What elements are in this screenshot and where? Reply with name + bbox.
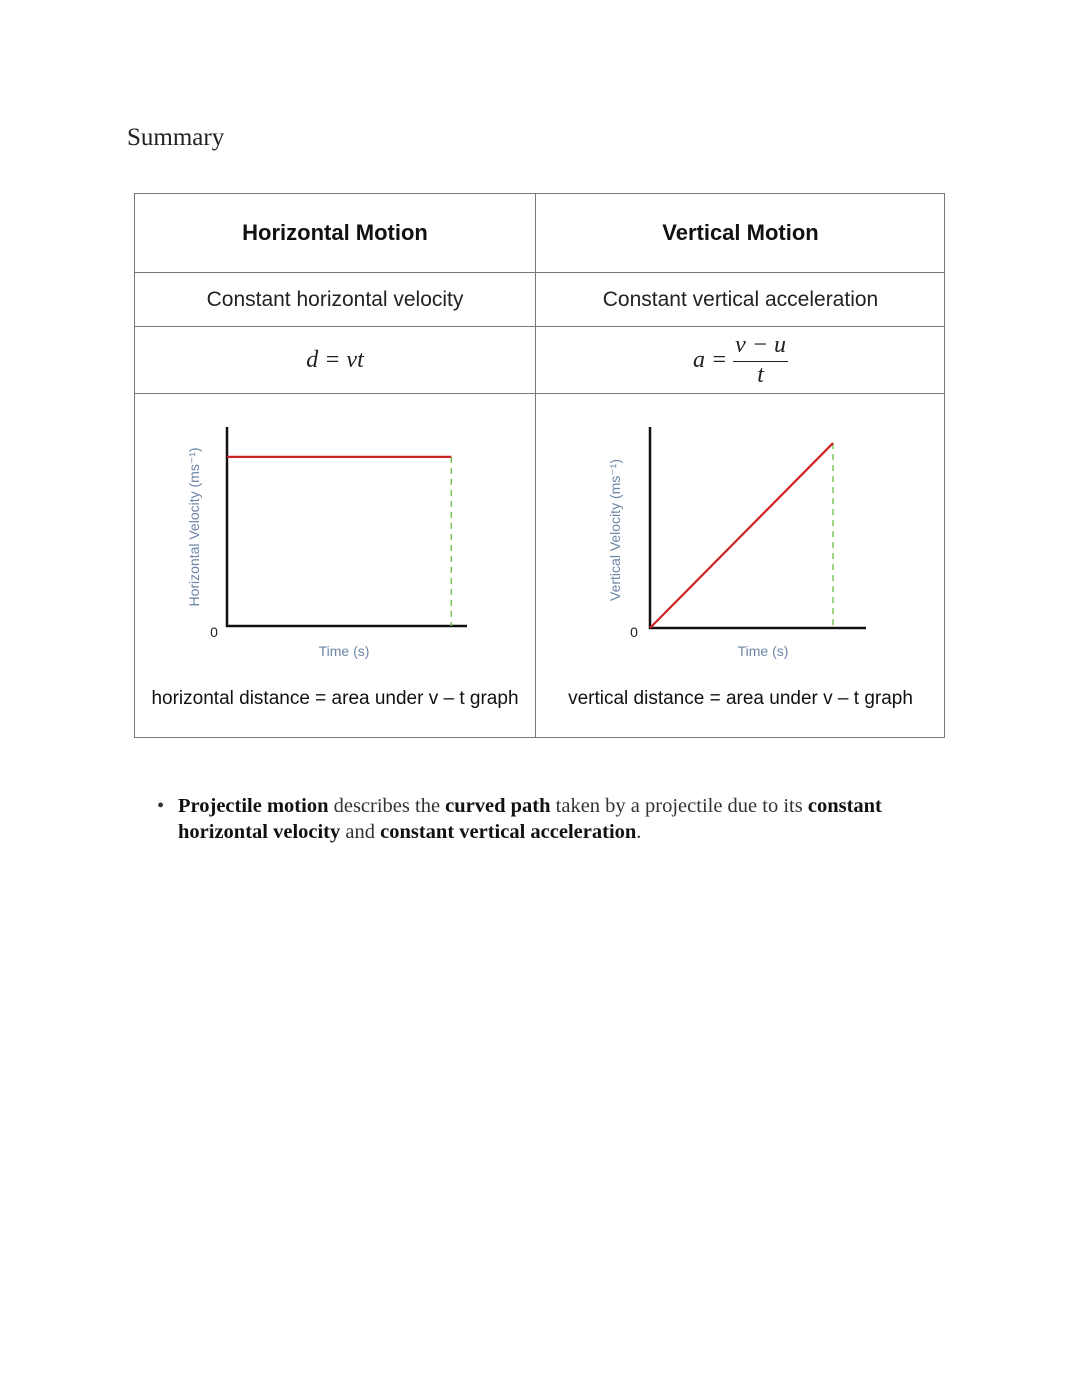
y-axis-label: Horizontal Velocity (ms⁻¹)	[186, 447, 202, 607]
denominator: t	[757, 361, 764, 388]
section-title: Summary	[127, 124, 225, 151]
x-axis-label: Time (s)	[737, 643, 789, 659]
summary-bullet	[157, 793, 937, 845]
velocity-line	[650, 443, 833, 628]
x-axis-label: Time (s)	[318, 643, 370, 659]
vertical-velocity-graph	[607, 427, 866, 659]
origin-label: 0	[630, 624, 638, 640]
vertical-caption: vertical distance = area under v – t graph	[568, 688, 913, 709]
header-horizontal: Horizontal Motion	[242, 220, 428, 245]
text: .	[636, 821, 642, 843]
term-constant-horizontal-velocity: constant horizontal velocity	[178, 795, 882, 843]
term-curved-path: curved path	[445, 795, 551, 817]
term-projectile-motion: Projectile motion	[178, 795, 329, 817]
horizontal-caption: horizontal distance = area under v – t graph	[151, 688, 519, 709]
text: and	[340, 821, 381, 843]
numerator: v − u	[733, 332, 788, 362]
horizontal-velocity-graph	[186, 427, 467, 659]
text: describes the	[328, 795, 446, 817]
term-constant-vertical-acceleration: constant vertical acceleration	[380, 821, 637, 843]
origin-label: 0	[210, 624, 218, 640]
horizontal-equation: d = vt	[306, 346, 364, 373]
header-vertical: Vertical Motion	[662, 220, 819, 245]
horizontal-description: Constant horizontal velocity	[206, 287, 464, 311]
y-axis-label: Vertical Velocity (ms⁻¹)	[607, 459, 623, 601]
equation-lhs: a =	[692, 346, 728, 373]
text: taken by a projectile due to its	[550, 795, 808, 817]
vertical-description: Constant vertical acceleration	[602, 287, 879, 311]
bullet-icon: •	[157, 795, 165, 817]
